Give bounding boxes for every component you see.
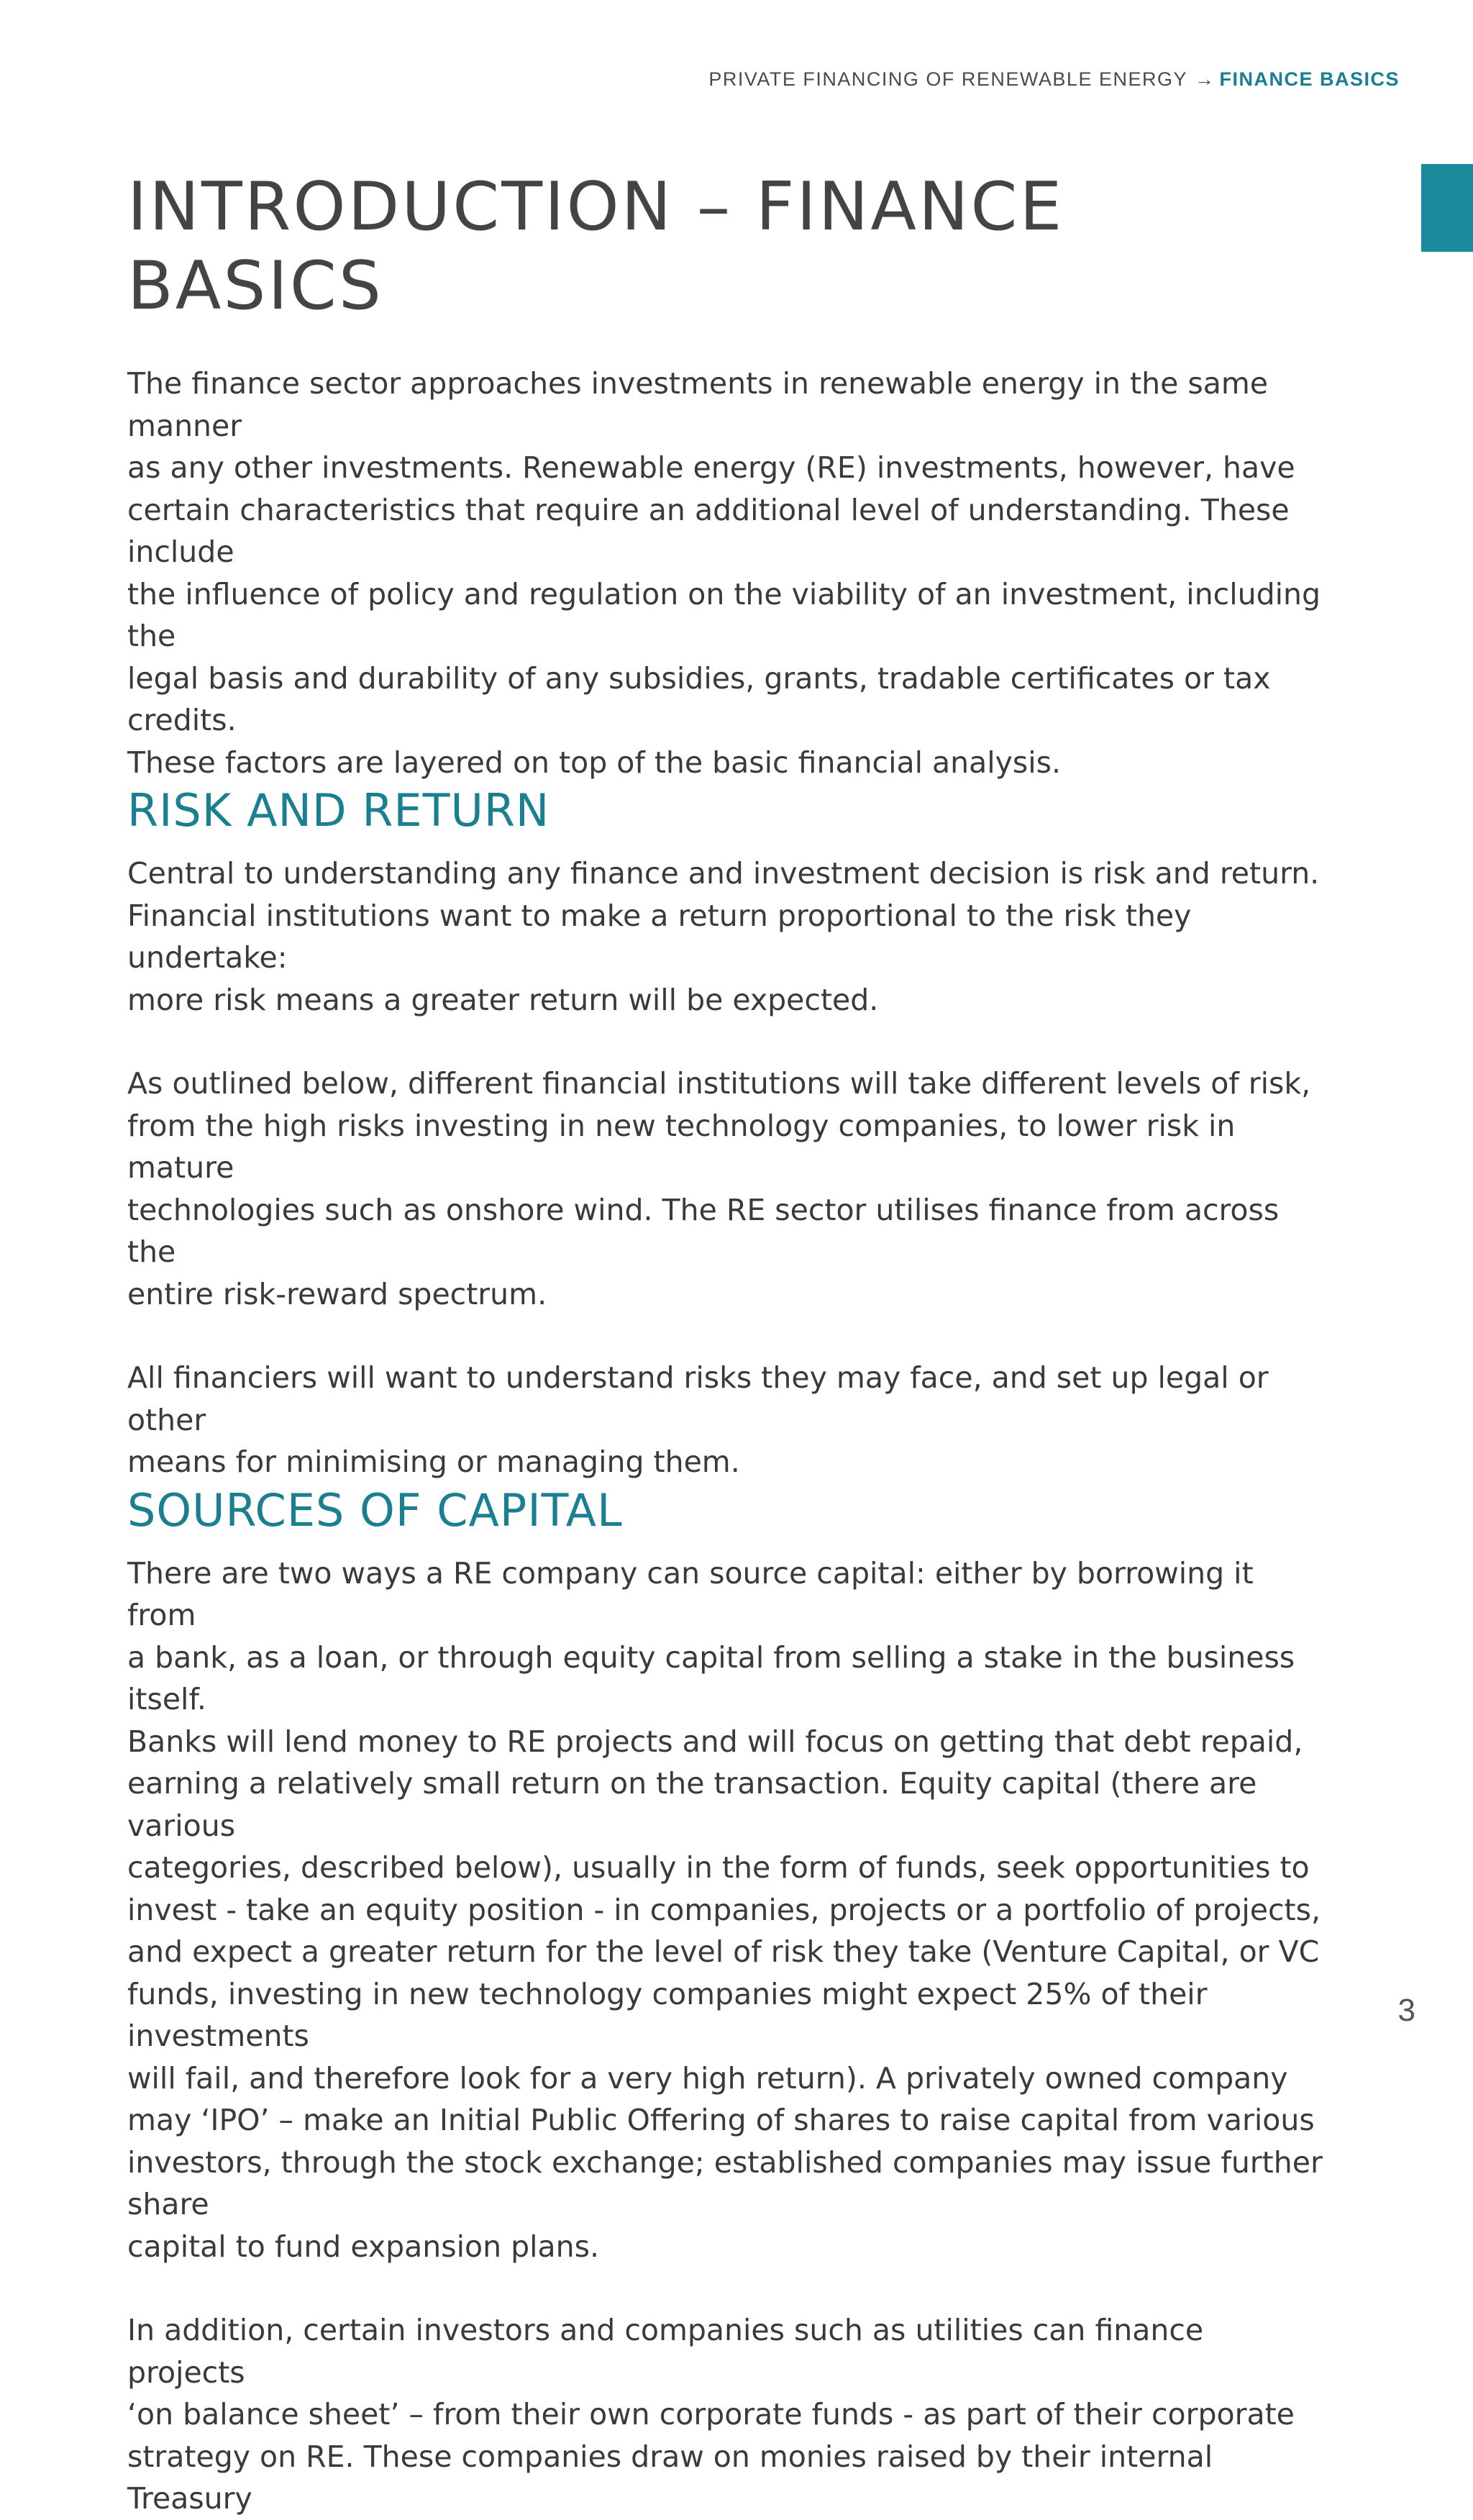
capital-paragraph-2: In addition, certain investors and companies such as utilities can finance projects ‘on balance sheet’ – from their own corporate funds - as part of their corporate strategy on RE. These companies draw on monies raised by their internal Treasury <box>127 2313 1295 2516</box>
risk-paragraph-2: As outlined below, different financial institutions will take different levels of risk, from the high risks investing in new technology companies, to lower risk in mature technologies such as onshore wind. The RE sector utilises finance from across the entire risk-reward spectrum. <box>127 1066 1311 1311</box>
section-heading-sources-of-capital: SOURCES OF CAPITAL <box>127 1483 623 1537</box>
page-title: INTRODUCTION – FINANCE BASICS <box>127 168 1064 324</box>
breadcrumb-parent: PRIVATE FINANCING OF RENEWABLE ENERGY <box>708 68 1187 90</box>
risk-paragraph-1: Central to understanding any finance and investment decision is risk and return. Financial institutions want to make a return proportional to the risk they undertake: more risk means a greater return will be expected. <box>127 856 1320 1017</box>
page-content <box>127 167 1328 2520</box>
intro-paragraph: The finance sector approaches investments in renewable energy in the same manner as any other investments. Renewable energy (RE) investments, however, have certain characteristics that require an additional level of understanding. These include the influence of policy and regulation on the viability of an investment, including the legal basis and durability of any subsidies, grants, tradable certificates or tax credits. These factors are layered on top of the basic financial analysis. <box>127 366 1321 780</box>
arrow-right-icon: → <box>1194 68 1216 90</box>
capital-paragraph-1: There are two ways a RE company can source capital: either by borrowing it from a bank, as a loan, or through equity capital from selling a stake in the business itself. Banks will lend money to RE projects and will focus on getting that debt repaid, earning a relatively small return on the transaction. Equity capital (there are various categories, described below), usually in the form of funds, seek opportunities to invest - take an equity position - in companies, projects or a portfolio of projects, and expect a greater return for the level of risk they take (Venture Capital, or VC funds, investing in new technology companies might expect 25% of their investments will fail, and therefore look for a very high return). A privately owned company may ‘IPO’ – make an Initial Public Offering of shares to raise capital from various investors, through the stock exchange; established companies may issue further share capital to fund expansion plans. <box>127 1555 1323 2264</box>
page-number: 3 <box>1397 1993 1415 2028</box>
risk-paragraph-3: All financiers will want to understand risks they may face, and set up legal or other means for minimising or managing them. <box>127 1360 1269 1479</box>
running-header <box>708 68 1400 91</box>
breadcrumb-current: FINANCE BASICS <box>1219 68 1400 90</box>
section-tab-marker <box>1421 164 1473 252</box>
section-heading-risk-and-return: RISK AND RETURN <box>127 784 550 837</box>
